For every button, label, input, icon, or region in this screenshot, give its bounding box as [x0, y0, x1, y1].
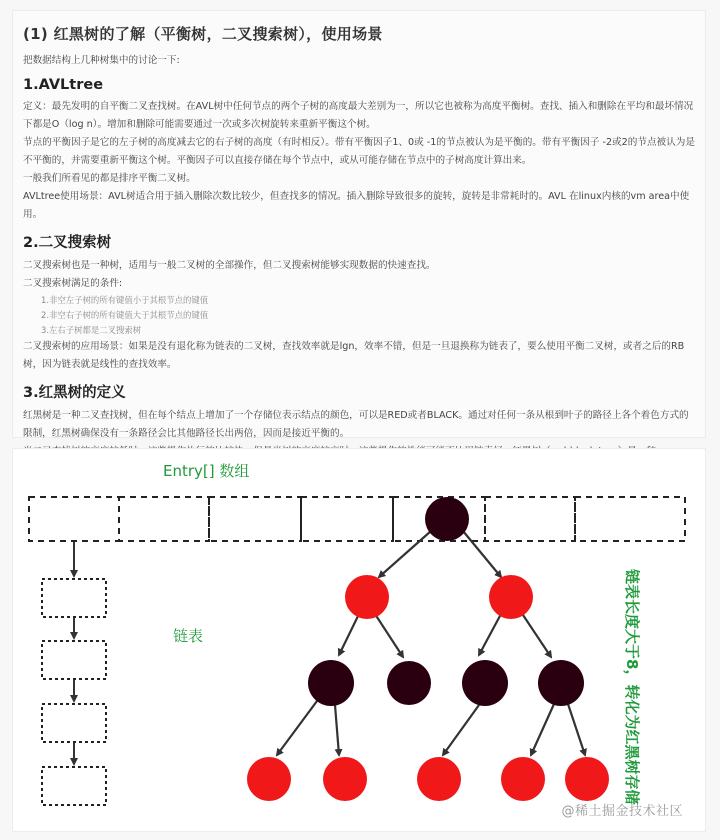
array-cell	[575, 497, 685, 541]
red-node	[323, 757, 367, 801]
avl-note: 一般我们所看见的都是排序平衡二叉树。	[23, 173, 196, 184]
list-node	[42, 641, 106, 679]
array-cell	[209, 497, 301, 541]
tree-edge	[479, 614, 501, 655]
watermark: @稀土掘金技术社区	[561, 804, 683, 819]
avl-usage: AVLtree使用场景：AVL树适合用于插入删除次数比较少，但查找多的情况。插入删除导致很多的旋转，旋转是非常耗时的。AVL 在linux内核的vm area中使用。	[23, 191, 690, 220]
list-node	[42, 579, 106, 617]
rbtree-definition: 红黑树是一种二叉查找树，但在每个结点上增加了一个存储位表示结点的颜色，可以是RED或者BLACK。通过对任何一条从根到叶子的路径上各个着色方式的限制，红黑树确保没有一条路径会比其他路径长出两倍，因而是接近平衡的。	[23, 410, 689, 439]
tree-edge	[335, 705, 339, 755]
list-node	[42, 767, 106, 805]
tree-edge	[531, 704, 554, 755]
tree-nodes	[247, 497, 609, 801]
tree-edge	[379, 531, 431, 577]
tree-edges	[277, 531, 585, 755]
red-node	[565, 757, 609, 801]
tree-edge	[375, 614, 403, 657]
black-node	[462, 660, 508, 706]
tree-edge	[463, 531, 501, 577]
array-cell	[119, 497, 209, 541]
array-cell	[485, 497, 575, 541]
list-item: 3.左右子树都是二叉搜索树	[41, 325, 142, 335]
entry-array-label: Entry[] 数组	[163, 462, 250, 480]
bst-definition: 二叉搜索树也是一种树，适用与一般二叉树的全部操作，但二叉搜索树能够实现数据的快速查找。	[23, 260, 436, 271]
tree-edge	[339, 614, 359, 655]
tree-edge	[521, 612, 551, 657]
diagram-svg	[13, 449, 707, 833]
array-cell	[301, 497, 393, 541]
hashmap-diagram	[12, 448, 706, 832]
array-cell	[29, 497, 119, 541]
avl-balance-factor: 节点的平衡因子是它的左子树的高度减去它的右子树的高度（有时相反）。带有平衡因子1、0或 -1的节点被认为是平衡的。带有平衡因子 -2或2的节点被认为是不平衡的，并需要重新平衡这个树。平衡因子可以直接存储在每个节点中，或从可能存储在节点中的子树高度计算出来。	[23, 137, 695, 166]
red-node	[501, 757, 545, 801]
red-node	[345, 575, 389, 619]
section-heading-bst: 2.二叉搜索树	[23, 235, 112, 251]
page-title: (1) 红黑树的了解（平衡树，二叉搜索树），使用场景	[23, 25, 383, 43]
black-node	[425, 497, 469, 541]
linked-list-label: 链表	[173, 627, 204, 645]
bst-conditions-intro: 二叉搜索树满足的条件:	[23, 278, 123, 289]
bst-usage: 二叉搜索树的应用场景：如果是没有退化称为链表的二叉树，查找效率就是lgn，效率不错，但是一旦退换称为链表了，要么使用平衡二叉树，或者之后的RB树，因为链表就是线性的查找效率。	[23, 341, 685, 370]
black-node	[538, 660, 584, 706]
red-node	[489, 575, 533, 619]
tree-edge	[567, 701, 585, 755]
section-heading-avltree: 1.AVLtree	[23, 77, 104, 93]
black-node	[308, 660, 354, 706]
red-node	[247, 757, 291, 801]
side-note: 链表长度大于8，转化为红黑树存储	[623, 569, 641, 805]
list-item: 1.非空左子树的所有键值小于其根节点的键值	[41, 295, 209, 305]
avl-definition: 定义：最先发明的自平衡二叉查找树。在AVL树中任何节点的两个子树的高度最大差别为一，所以它也被称为高度平衡树。查找、插入和删除在平均和最坏情况下都是O（log n）。增加和删除可能需要通过一次或多次树旋转来重新平衡这个树。	[23, 101, 694, 130]
list-item: 2.非空右子树的所有键值大于其根节点的键值	[41, 310, 209, 320]
black-node	[387, 661, 431, 705]
list-node	[42, 704, 106, 742]
article-panel	[12, 10, 706, 438]
entry-array	[29, 497, 685, 541]
tree-edge	[443, 705, 479, 755]
red-node	[417, 757, 461, 801]
intro-text: 把数据结构上几种树集中的讨论一下:	[23, 55, 180, 66]
section-heading-rbtree: 3.红黑树的定义	[23, 385, 126, 401]
tree-edge	[277, 701, 317, 755]
